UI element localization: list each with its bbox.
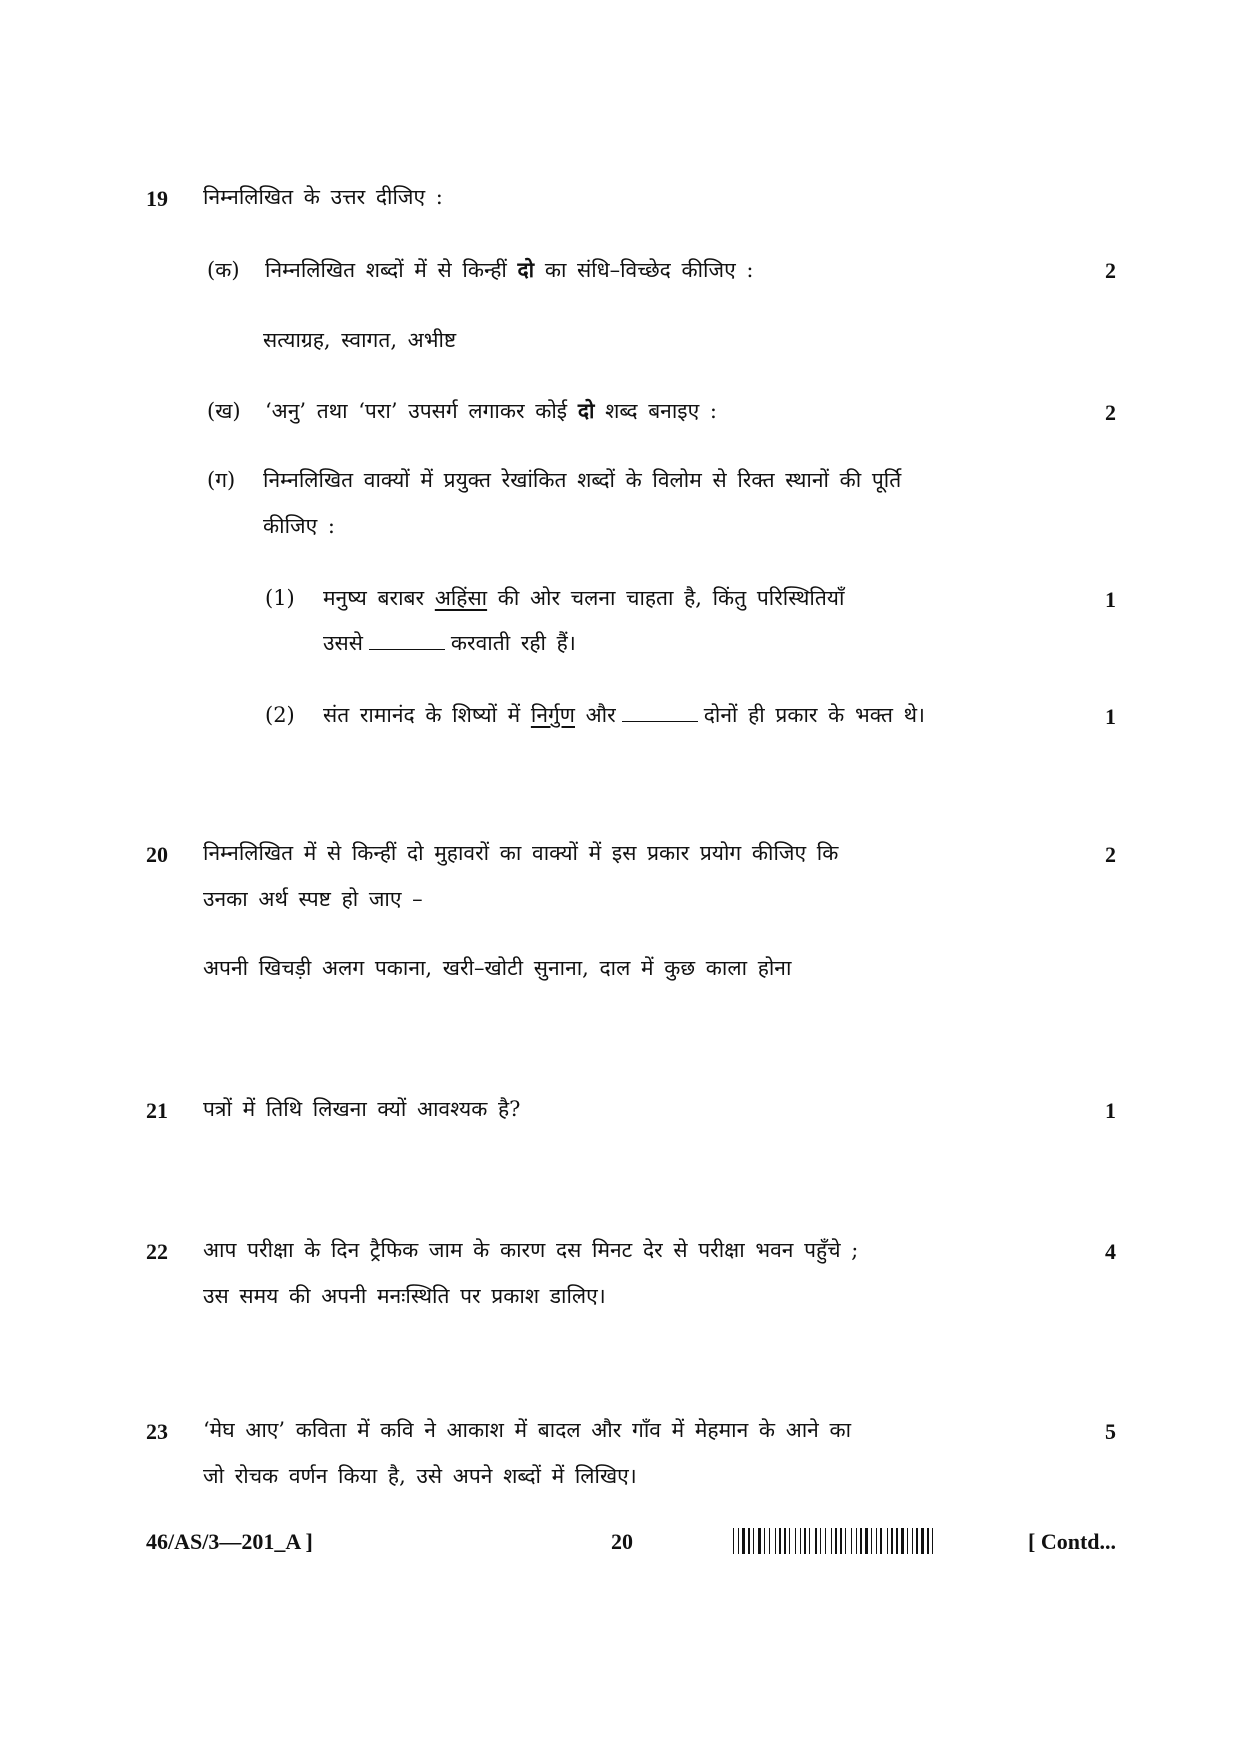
q19c-line2: कीजिए :: [263, 514, 335, 538]
q19-number: 19: [146, 186, 168, 211]
q20-marks: 2: [1105, 842, 1116, 867]
q19c-sub1-marks: 1: [1105, 587, 1116, 612]
q21-number: 21: [146, 1098, 168, 1123]
q19b-text: ‘अनु’ तथा ‘परा’ उपसर्ग लगाकर कोई दो शब्द बनाइए :: [265, 398, 717, 423]
q19c-sub1-label: (1): [265, 586, 295, 610]
q23-line2: जो रोचक वर्णन किया है, उसे अपने शब्दों में लिखिए।: [203, 1464, 637, 1488]
fill-blank: [369, 631, 445, 650]
q22-line2: उस समय की अपनी मनःस्थिति पर प्रकाश डालिए।: [203, 1284, 606, 1308]
q19c-line1: निम्नलिखित वाक्यों में प्रयुक्त रेखांकित शब्दों के विलोम से रिक्त स्थानों की पूर्ति: [263, 468, 902, 492]
q19c-sub2-line: संत रामानंद के शिष्यों में निर्गुण और दोनों ही प्रकार के भक्त थे।: [323, 703, 925, 727]
q20-line2: उनका अर्थ स्पष्ट हो जाए –: [203, 887, 423, 911]
q19b-marks: 2: [1105, 400, 1116, 425]
q23-line1: ‘मेघ आए’ कविता में कवि ने आकाश में बादल और गाँव में मेहमान के आने का: [203, 1418, 852, 1442]
barcode-icon: [733, 1528, 1021, 1554]
q23-number: 23: [146, 1419, 168, 1444]
q20-line1: निम्नलिखित में से किन्हीं दो मुहावरों का वाक्यों में इस प्रकार प्रयोग कीजिए कि: [203, 841, 839, 865]
fill-blank: [622, 703, 698, 722]
q22-number: 22: [146, 1239, 168, 1264]
q19a-marks: 2: [1105, 258, 1116, 283]
q22-marks: 4: [1105, 1239, 1116, 1264]
q19-text: निम्नलिखित के उत्तर दीजिए :: [203, 185, 443, 209]
contd-label: [ Contd...: [1028, 1529, 1117, 1554]
q19a-words: सत्याग्रह, स्वागत, अभीष्ट: [263, 328, 457, 352]
page-number: 20: [611, 1529, 633, 1554]
q21-marks: 1: [1105, 1098, 1116, 1123]
q19c-sub1-line1: मनुष्य बराबर अहिंसा की ओर चलना चाहता है, किंतु परिस्थितियाँ: [323, 586, 845, 610]
q21-text: पत्रों में तिथि लिखना क्यों आवश्यक है?: [203, 1097, 521, 1121]
q20-number: 20: [146, 842, 168, 867]
q22-line1: आप परीक्षा के दिन ट्रैफिक जाम के कारण दस मिनट देर से परीक्षा भवन पहुँचे ;: [203, 1238, 859, 1262]
q23-marks: 5: [1105, 1419, 1116, 1444]
q19b-label: (ख): [207, 399, 241, 423]
paper-code: 46/AS/3—201_A ]: [146, 1529, 313, 1554]
q19a-text: निम्नलिखित शब्दों में से किन्हीं दो का संधि–विच्छेद कीजिए :: [265, 257, 754, 282]
q20-idioms: अपनी खिचड़ी अलग पकाना, खरी–खोटी सुनाना, दाल में कुछ काला होना: [203, 956, 792, 980]
q19c-sub2-marks: 1: [1105, 704, 1116, 729]
q19c-sub1-line2: उससे करवाती रही हैं।: [323, 631, 576, 655]
q19a-label: (क): [207, 258, 240, 282]
q19c-sub2-label: (2): [265, 703, 295, 727]
q19c-label: (ग): [207, 468, 236, 492]
